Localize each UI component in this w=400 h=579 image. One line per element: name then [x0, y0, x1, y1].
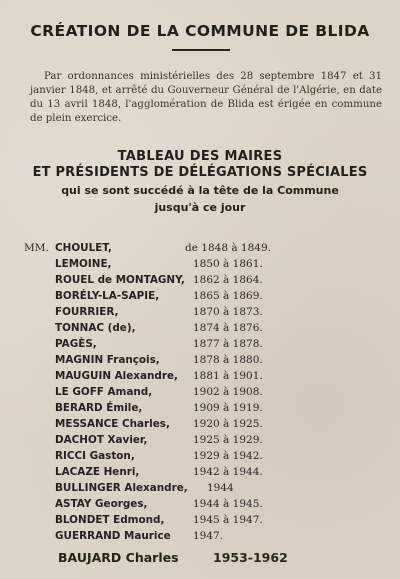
mayor-row: [0, 434, 400, 449]
mayor-name: PAGÈS,: [55, 338, 97, 350]
mayor-name: MAGNIN François,: [55, 354, 160, 366]
mayor-term-dates: 1929 à 1942.: [193, 450, 263, 462]
mayor-term-dates: 1865 à 1869.: [193, 290, 263, 302]
mayor-name: CHOULET,: [55, 242, 112, 254]
mayor-name: TONNAC (de),: [55, 322, 136, 334]
mayor-name: ASTAY Georges,: [55, 498, 148, 510]
mayor-name: BLONDET Edmond,: [55, 514, 165, 526]
mayor-name: FOURRIER,: [55, 306, 119, 318]
mayor-row: [0, 514, 400, 529]
mayor-term-dates: 1878 à 1880.: [193, 354, 263, 366]
mayor-name: MAUGUIN Alexandre,: [55, 370, 178, 382]
mayor-name: BERARD Émile,: [55, 402, 143, 414]
mayor-term-dates: 1953-1962: [213, 550, 288, 565]
mayor-row: [0, 498, 400, 513]
mayor-term-dates: 1945 à 1947.: [193, 514, 263, 526]
mayor-term-dates: 1877 à 1878.: [193, 338, 263, 350]
mayor-term-dates: 1942 à 1944.: [193, 466, 263, 478]
mayor-row: [0, 354, 400, 369]
mayor-row: [0, 274, 400, 289]
mayor-term-dates: 1947.: [193, 530, 224, 542]
mayor-name: RICCI Gaston,: [55, 450, 135, 462]
mayor-term-dates: 1874 à 1876.: [193, 322, 263, 334]
mayor-term-dates: de 1848 à 1849.: [185, 242, 271, 254]
mayor-term-dates: 1881 à 1901.: [193, 370, 263, 382]
mayor-row: [0, 338, 400, 353]
mayor-term-dates: 1944 à 1945.: [193, 498, 263, 510]
mayor-row: [0, 258, 400, 273]
mayor-name: MESSANCE Charles,: [55, 418, 170, 430]
honorific-prefix: MM.: [24, 242, 49, 254]
table-heading-line3: qui se sont succédé à la tête de la Commune: [61, 184, 339, 197]
mayor-term-dates: 1944: [207, 482, 234, 494]
mayor-row: [0, 466, 400, 481]
mayor-term-dates: 1850 à 1861.: [193, 258, 263, 270]
mayor-row: [0, 306, 400, 321]
mayor-row: [0, 402, 400, 417]
mayor-term-dates: 1870 à 1873.: [193, 306, 263, 318]
mayor-row: [0, 550, 400, 565]
mayor-row: [0, 418, 400, 433]
mayor-name: BORÉLY-LA-SAPIE,: [55, 290, 160, 302]
mayor-row: [0, 322, 400, 337]
mayor-row: [0, 370, 400, 385]
mayor-term-dates: 1925 à 1929.: [193, 434, 263, 446]
mayor-term-dates: 1902 à 1908.: [193, 386, 263, 398]
mayor-row: [0, 290, 400, 305]
mayor-row: [0, 482, 400, 497]
mayor-row: [0, 530, 400, 545]
intro-paragraph: Par ordonnances ministérielles des 28 septembre 1847 et 31 janvier 1848, et arrêté du Gouverneur Général de l'Algérie, en date du 13 avril 1848, l'agglomération de Blida est érigée en commune de plein exercice.: [30, 71, 382, 124]
mayor-name: BAUJARD Charles: [58, 550, 179, 565]
table-heading-line1: TABLEAU DES MAIRES: [117, 149, 283, 164]
table-heading-line2: ET PRÉSIDENTS DE DÉLÉGATIONS SPÉCIALES: [32, 165, 368, 180]
document-title: CRÉATION DE LA COMMUNE DE BLIDA: [30, 22, 370, 40]
mayor-row: [0, 450, 400, 465]
mayor-name: LE GOFF Amand,: [55, 386, 153, 398]
mayor-name: BULLINGER Alexandre,: [55, 482, 188, 494]
mayor-name: LACAZE Henri,: [55, 466, 140, 478]
mayor-name: DACHOT Xavier,: [55, 434, 148, 446]
mayor-term-dates: 1862 à 1864.: [193, 274, 263, 286]
mayor-term-dates: 1920 à 1925.: [193, 418, 263, 430]
table-heading-line4: jusqu'à ce jour: [154, 201, 246, 214]
mayor-row: [0, 242, 400, 257]
mayor-row: [0, 386, 400, 401]
mayor-name: GUERRAND Maurice: [55, 530, 171, 542]
mayor-term-dates: 1909 à 1919.: [193, 402, 263, 414]
mayor-name: LEMOINE,: [55, 258, 112, 270]
title-underline: [172, 49, 230, 51]
mayor-name: ROUEL de MONTAGNY,: [55, 274, 185, 286]
